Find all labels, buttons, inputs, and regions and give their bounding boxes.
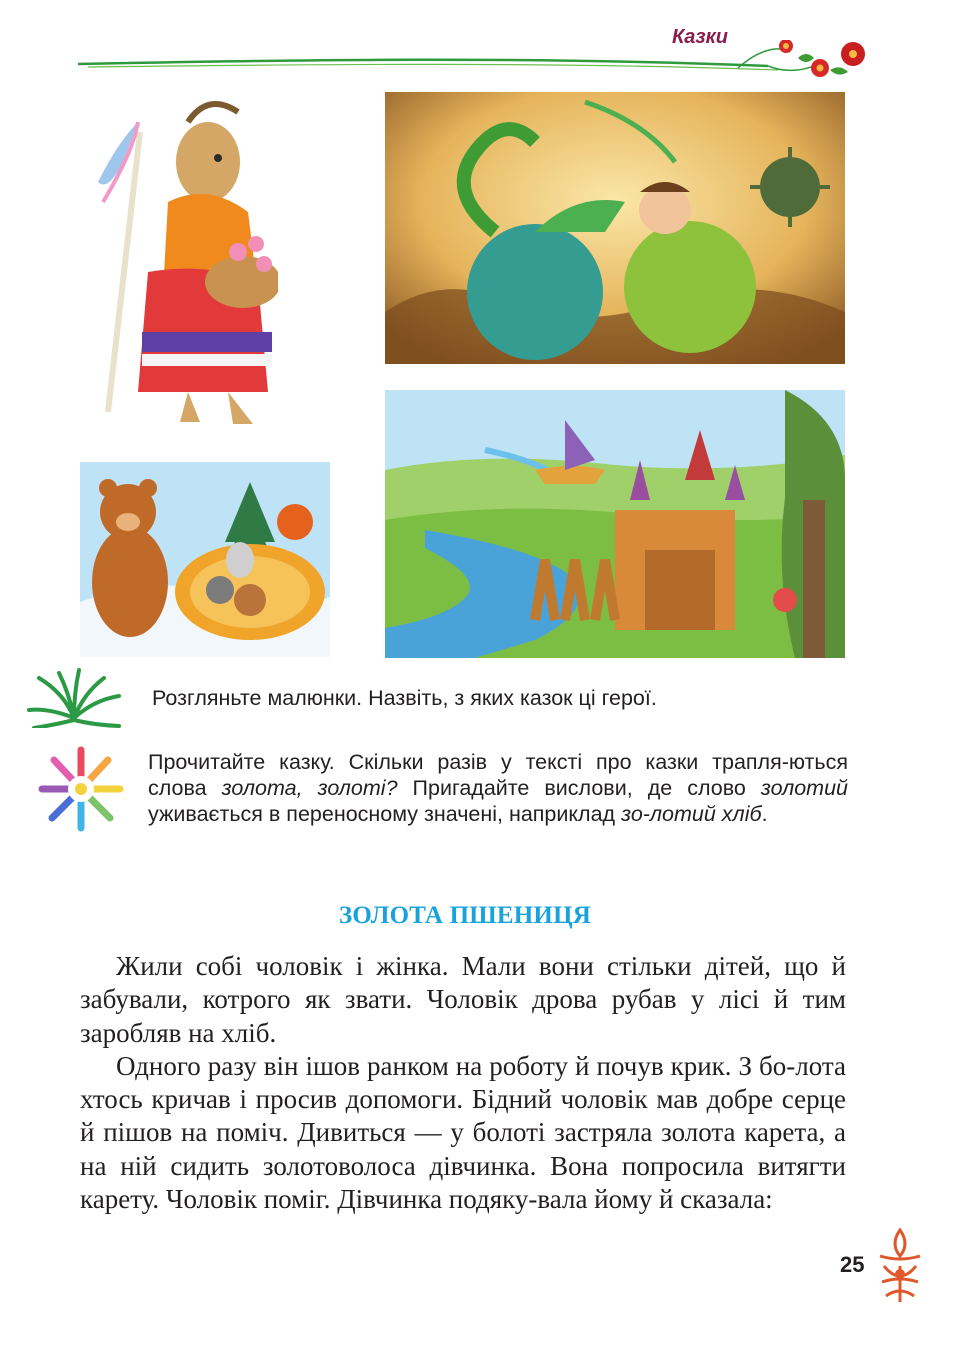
- page-number: 25: [840, 1252, 865, 1277]
- red-flower-icon: [811, 59, 829, 77]
- task-look-at-pictures: Розгляньте малюнки. Назвіть, з яких казок ці герої.: [152, 686, 657, 710]
- header-vine-rule: [78, 40, 878, 90]
- story-paragraph: Одного разу він ішов ранком на роботу й почув крик. З бо-лота хтось кричав і просив допомоги. Бідний чоловік мав добре серце й пішов на поміч. Дивиться — у болоті застряла золота карета, а на ній сидить золотоволоса дівчинка. Вона попросила витягти карету. Чоловік поміг. Дівчинка подяку-вала йому й сказала:: [80, 1050, 846, 1215]
- task2-italic-3: зо-лотий хліб: [621, 802, 762, 826]
- task2-text-4: .: [761, 802, 768, 826]
- task2-text-2: Пригадайте вислови, де слово: [397, 776, 761, 800]
- section-header-title: Казки: [672, 26, 728, 48]
- story-body: [80, 950, 846, 1216]
- task2-text-1: Прочитайте казку. Скільки разів у тексті про казки трапля-ються слова: [148, 750, 848, 800]
- task-read-fairy-tale: [148, 749, 848, 827]
- story-paragraph: Жили собі чоловік і жінка. Мали вони стільки дітей, що й забували, котрого як звати. Чоловік дрова рубав у лісі й тим заробляв на хліб.: [80, 951, 846, 1048]
- red-flower-icon: [779, 40, 793, 53]
- colored-pencils-icon: [38, 746, 124, 832]
- story-title: ЗОЛОТА ПШЕНИЦЯ: [339, 902, 591, 929]
- grass-icon: [24, 668, 124, 728]
- castle-and-flying-ship-illustration: [385, 390, 845, 658]
- folk-ornament-icon: [874, 1226, 926, 1306]
- goat-illustration: [78, 92, 278, 432]
- task2-italic-2: золотий: [760, 776, 848, 800]
- task2-italic-1: золота, золоті?: [221, 776, 398, 800]
- task2-text-3: уживається в переносному значені, наприклад: [148, 802, 622, 826]
- red-flower-icon: [841, 42, 865, 66]
- bear-and-animals-illustration: [80, 462, 330, 657]
- dragon-vs-hero-illustration: [385, 92, 845, 364]
